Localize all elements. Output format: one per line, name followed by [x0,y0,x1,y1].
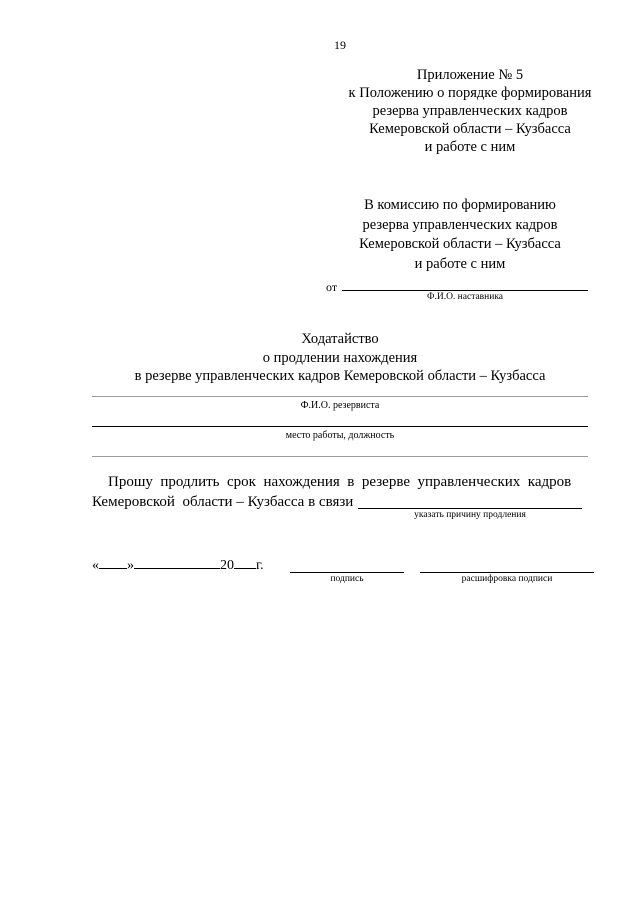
from-label: от [326,280,338,294]
signature-caption: подпись [330,574,364,584]
reason-caption: указать причину продления [414,510,526,520]
addressee-line-3: Кемеровской области – Кузбасса [359,236,561,252]
request-line-2: Кемеровской области – Кузбасса в связи [92,494,354,510]
reason-field[interactable] [358,508,582,509]
reservist-name-field[interactable] [92,396,588,397]
date-close-quote: » [127,558,134,573]
year-prefix: 20 [220,558,234,573]
appendix-line-5: и работе с ним [424,139,516,155]
month-field[interactable] [134,556,220,569]
request-line-1: Прошу продлить срок нахождения в резерве управленческих кадров [108,474,572,490]
title-line-2: о продлении нахождения [262,349,418,366]
document-title [90,330,590,386]
date-field [92,556,264,574]
workplace-position-field[interactable] [92,426,588,427]
appendix-line-2: к Положению о порядке формирования [348,85,592,101]
appendix-line-4: Кемеровской области – Кузбасса [369,121,571,137]
additional-field-line[interactable] [92,456,588,457]
signature-decoding-caption: расшифровка подписи [461,574,553,584]
appendix-line-3: резерва управленческих кадров [372,103,568,119]
addressee-block [320,196,600,274]
title-line-3: в резерве управленческих кадров Кемеровской области – Кузбасса [134,368,546,384]
day-field[interactable] [99,556,127,569]
title-line-1: Ходатайство [301,331,379,347]
addressee-line-1: В комиссию по формированию [364,197,556,213]
reservist-name-caption: Ф.И.О. резервиста [300,400,380,411]
addressee-line-4: и работе с ним [414,255,506,272]
appendix-line-1: Приложение № 5 [416,67,524,83]
date-open-quote: « [92,558,99,573]
appendix-header [320,66,620,156]
signature-decoding-field[interactable] [420,572,594,573]
addressee-line-2: резерва управленческих кадров [362,216,558,233]
signature-field[interactable] [290,572,404,573]
mentor-name-field[interactable] [342,290,588,291]
year-suffix: г. [256,558,264,573]
page-number: 19 [334,38,346,52]
year-field[interactable] [234,556,256,569]
workplace-position-caption: место работы, должность [285,430,395,441]
mentor-name-caption: Ф.И.О. наставника [426,292,504,302]
